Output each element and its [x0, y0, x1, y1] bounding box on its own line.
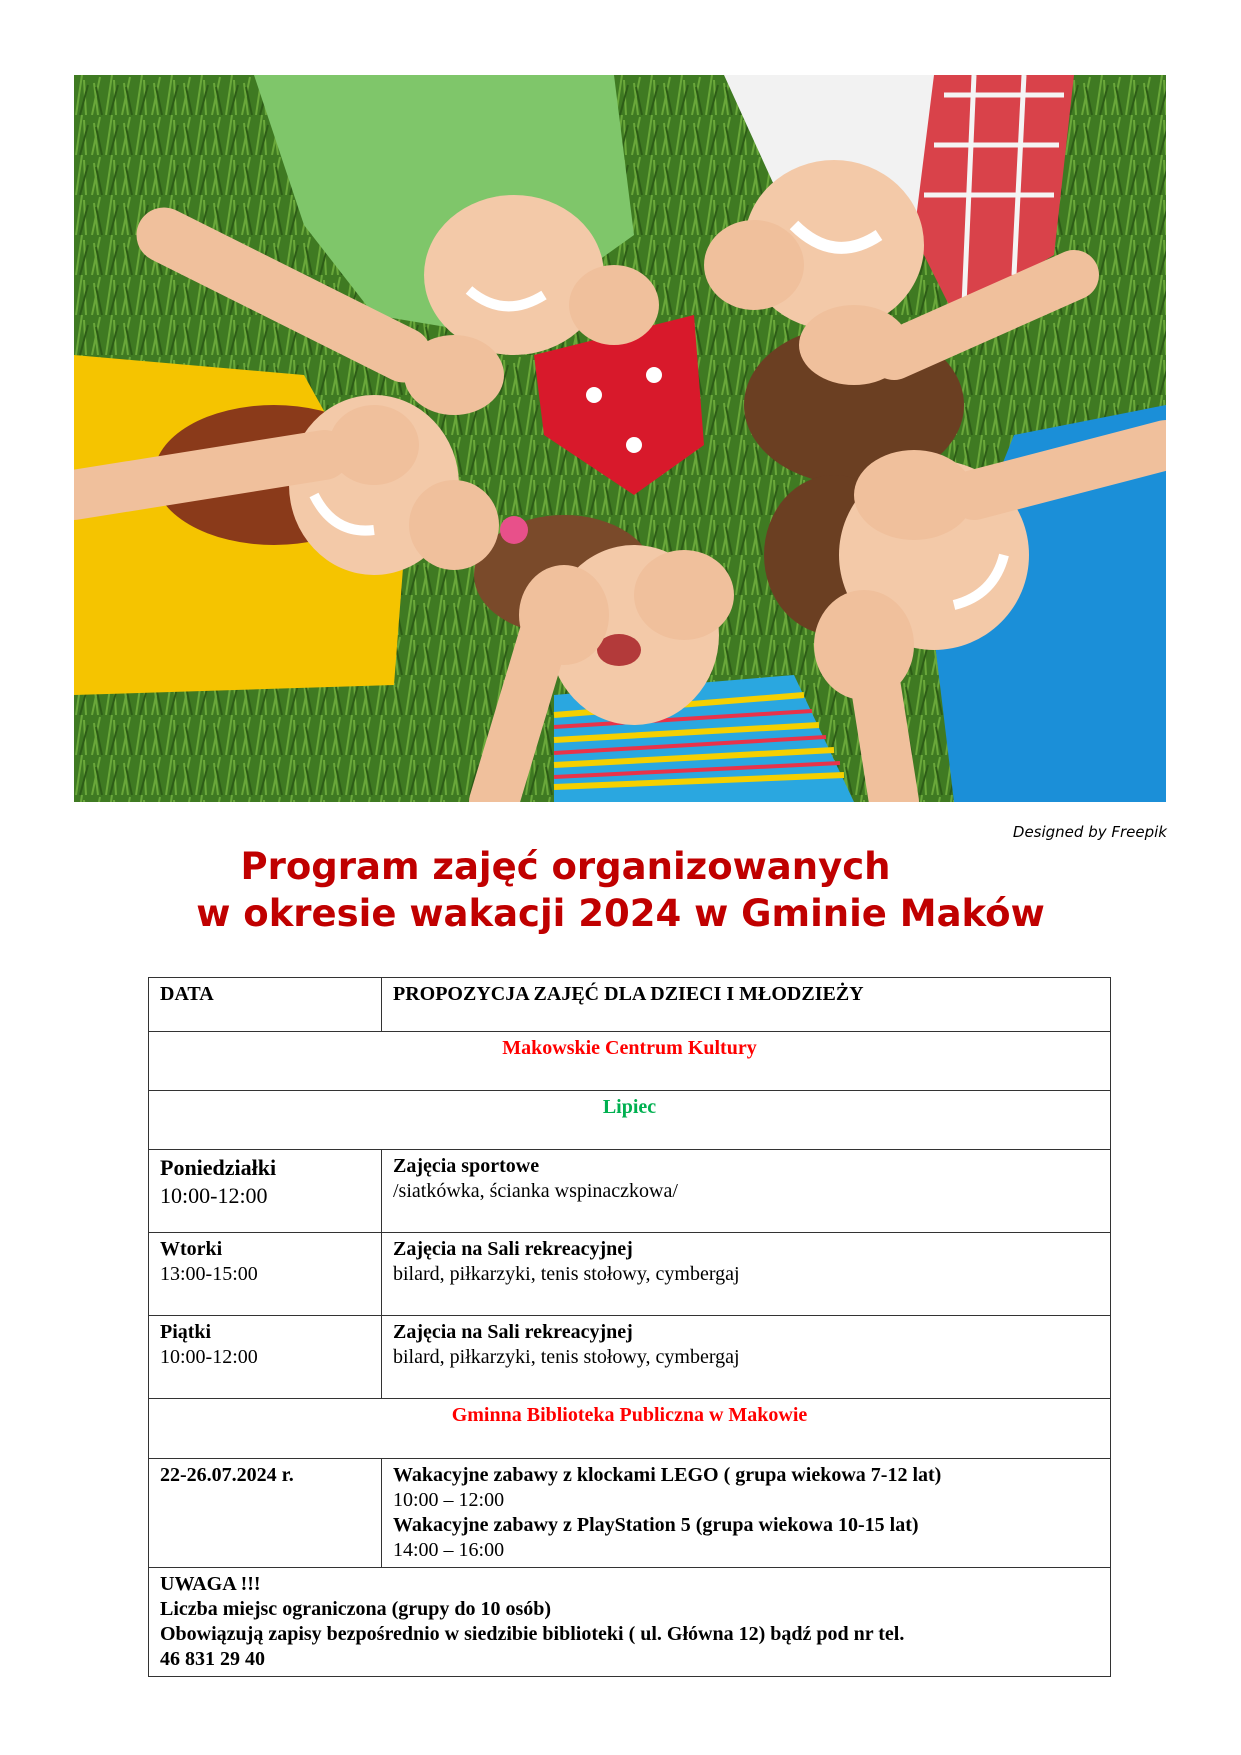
photo-credit: Designed by Freepik	[1012, 823, 1167, 841]
section-title-mck: Makowskie Centrum Kultury	[149, 1032, 1111, 1091]
activity-label: Zajęcia na Sali rekreacyjnej	[393, 1321, 633, 1343]
table-row	[149, 1233, 1111, 1316]
table-row	[149, 1316, 1111, 1399]
activity-details: bilard, piłkarzyki, tenis stołowy, cymbergaj	[393, 1263, 740, 1285]
date-cell	[149, 1150, 382, 1233]
time-label: 14:00 – 16:00	[393, 1539, 505, 1561]
time-label: 10:00 – 12:00	[393, 1489, 505, 1511]
day-label: Poniedziałki	[160, 1155, 277, 1180]
date-cell	[149, 1459, 382, 1568]
activity-label: Zajęcia na Sali rekreacyjnej	[393, 1238, 633, 1260]
note-line-2: Obowiązują zapisy bezpośrednio w siedzibie biblioteki ( ul. Główna 12) bądź pod nr tel.	[160, 1623, 905, 1645]
note-phone: 46 831 29 40	[160, 1648, 265, 1670]
note-line-1: Liczba miejsc ograniczona (grupy do 10 osób)	[160, 1598, 552, 1620]
time-label: 13:00-15:00	[160, 1263, 258, 1285]
date-cell	[149, 1316, 382, 1399]
month-row	[149, 1091, 1111, 1150]
activity-cell	[382, 1316, 1111, 1399]
date-label: 22-26.07.2024 r.	[160, 1464, 294, 1486]
activity-label: Zajęcia sportowe	[393, 1155, 540, 1177]
month-label: Lipiec	[149, 1091, 1111, 1150]
section-header-row	[149, 1032, 1111, 1091]
day-label: Wtorki	[160, 1238, 223, 1260]
header-date: DATA	[149, 978, 382, 1032]
activity-details: /siatkówka, ścianka wspinaczkowa/	[393, 1180, 678, 1202]
note-row	[149, 1568, 1111, 1677]
note-heading: UWAGA !!!	[160, 1573, 261, 1595]
section-title-library: Gminna Biblioteka Publiczna w Makowie	[149, 1399, 1111, 1459]
activity-cell	[382, 1459, 1111, 1568]
title-line-2: w okresie wakacji 2024 w Gminie Maków	[196, 892, 1045, 935]
table-header-row	[149, 978, 1111, 1032]
note-cell	[149, 1568, 1111, 1677]
header-activity: PROPOZYCJA ZAJĘĆ DLA DZIECI I MŁODZIEŻY	[382, 978, 1111, 1032]
activity-details: bilard, piłkarzyki, tenis stołowy, cymbergaj	[393, 1346, 740, 1368]
title-line-1: Program zajęć organizowanych	[240, 845, 891, 888]
schedule-table	[148, 977, 1111, 1677]
activity-cell	[382, 1150, 1111, 1233]
activity-cell	[382, 1233, 1111, 1316]
date-cell	[149, 1233, 382, 1316]
time-label: 10:00-12:00	[160, 1183, 268, 1208]
children-on-grass-illustration	[74, 75, 1166, 802]
activity-label: Wakacyjne zabawy z klockami LEGO ( grupa wiekowa 7-12 lat)	[393, 1464, 942, 1486]
activity-label: Wakacyjne zabawy z PlayStation 5 (grupa wiekowa 10-15 lat)	[393, 1514, 919, 1536]
page-title	[0, 843, 1241, 937]
time-label: 10:00-12:00	[160, 1346, 258, 1368]
section-header-row	[149, 1399, 1111, 1459]
day-label: Piątki	[160, 1321, 212, 1343]
table-row	[149, 1459, 1111, 1568]
table-row	[149, 1150, 1111, 1233]
header-photo	[74, 75, 1166, 802]
